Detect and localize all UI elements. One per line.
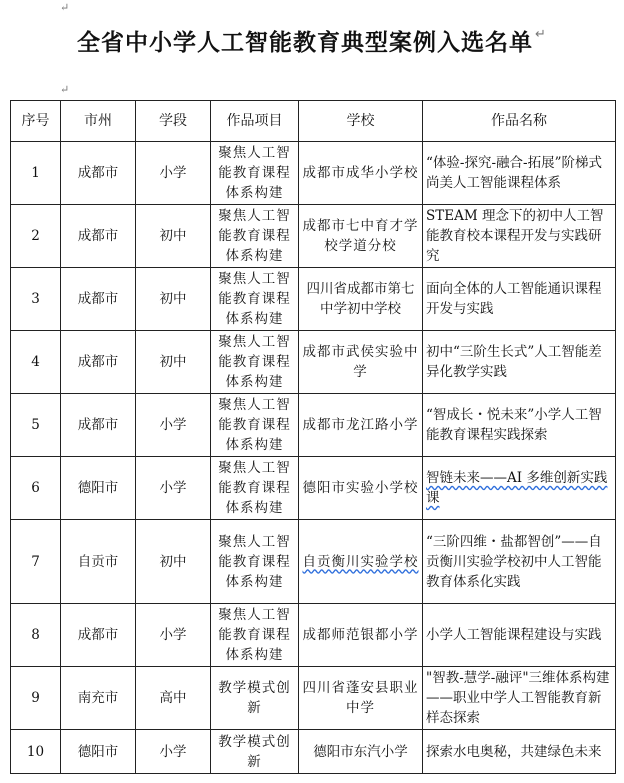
row-project: 聚焦人工智能教育课程体系构建 bbox=[211, 205, 299, 268]
table-row bbox=[11, 205, 616, 268]
row-number: 10 bbox=[11, 730, 61, 774]
row-school: 成都市龙江路小学 bbox=[299, 394, 423, 457]
table-row bbox=[11, 268, 616, 331]
selection-list-table bbox=[10, 100, 616, 774]
row-work-title: 探索水电奥秘，共建绿色未来 bbox=[423, 730, 616, 774]
row-school: 成都市七中育才学校学道分校 bbox=[299, 205, 423, 268]
row-city: 成都市 bbox=[61, 394, 136, 457]
row-number: 4 bbox=[11, 331, 61, 394]
row-work-title: “三阶四维・盐都智创”——自贡衡川实验学校初中人工智能教育体系化实践 bbox=[423, 520, 616, 604]
table-row bbox=[11, 457, 616, 520]
table-row bbox=[11, 604, 616, 667]
row-number: 2 bbox=[11, 205, 61, 268]
row-project: 聚焦人工智能教育课程体系构建 bbox=[211, 520, 299, 604]
column-header-school: 学校 bbox=[299, 101, 423, 142]
row-number: 3 bbox=[11, 268, 61, 331]
column-header-work: 作品名称 bbox=[423, 101, 616, 142]
row-stage: 高中 bbox=[136, 667, 211, 730]
paragraph-mark: ↵ bbox=[60, 1, 70, 14]
row-city: 德阳市 bbox=[61, 457, 136, 520]
table-row bbox=[11, 520, 616, 604]
row-school: 德阳市东汽小学 bbox=[299, 730, 423, 774]
row-stage: 初中 bbox=[136, 331, 211, 394]
row-school: 自贡衡川实验学校 bbox=[299, 520, 423, 604]
row-work-title: 初中“三阶生长式”人工智能差异化教学实践 bbox=[423, 331, 616, 394]
row-school: 成都市成华小学校 bbox=[299, 142, 423, 205]
row-project: 聚焦人工智能教育课程体系构建 bbox=[211, 604, 299, 667]
row-city: 自贡市 bbox=[61, 520, 136, 604]
row-project: 教学模式创新 bbox=[211, 730, 299, 774]
row-stage: 小学 bbox=[136, 730, 211, 774]
paragraph-mark: ↵ bbox=[535, 27, 547, 42]
row-school: 成都市武侯实验中学 bbox=[299, 331, 423, 394]
row-work-title: “体验-探究-融合-拓展”阶梯式尚美人工智能课程体系 bbox=[423, 142, 616, 205]
row-work-title: 智链未来——AI 多维创新实践课 bbox=[423, 457, 616, 520]
table-row bbox=[11, 730, 616, 774]
document-title bbox=[0, 28, 624, 58]
row-school: 四川省蓬安县职业中学 bbox=[299, 667, 423, 730]
row-project: 聚焦人工智能教育课程体系构建 bbox=[211, 394, 299, 457]
row-stage: 小学 bbox=[136, 394, 211, 457]
row-project: 聚焦人工智能教育课程体系构建 bbox=[211, 457, 299, 520]
row-school: 德阳市实验小学校 bbox=[299, 457, 423, 520]
column-header-project: 作品项目 bbox=[211, 101, 299, 142]
row-number: 6 bbox=[11, 457, 61, 520]
row-number: 7 bbox=[11, 520, 61, 604]
column-header-no: 序号 bbox=[11, 101, 61, 142]
table-row bbox=[11, 331, 616, 394]
row-school: 四川省成都市第七中学初中学校 bbox=[299, 268, 423, 331]
table-row bbox=[11, 394, 616, 457]
row-work-title: STEAM 理念下的初中人工智能教育校本课程开发与实践研究 bbox=[423, 205, 616, 268]
row-city: 成都市 bbox=[61, 331, 136, 394]
row-work-title: 小学人工智能课程建设与实践 bbox=[423, 604, 616, 667]
row-number: 9 bbox=[11, 667, 61, 730]
row-stage: 小学 bbox=[136, 604, 211, 667]
row-city: 成都市 bbox=[61, 205, 136, 268]
row-project: 聚焦人工智能教育课程体系构建 bbox=[211, 142, 299, 205]
row-stage: 初中 bbox=[136, 268, 211, 331]
row-work-title: "智教-慧学-融评"三维体系构建——职业中学人工智能教育新样态探索 bbox=[423, 667, 616, 730]
row-city: 成都市 bbox=[61, 604, 136, 667]
document-title-text: 全省中小学人工智能教育典型案例入选名单 bbox=[77, 30, 534, 56]
row-number: 5 bbox=[11, 394, 61, 457]
row-stage: 小学 bbox=[136, 457, 211, 520]
table-row bbox=[11, 142, 616, 205]
row-city: 成都市 bbox=[61, 268, 136, 331]
row-stage: 初中 bbox=[136, 205, 211, 268]
row-number: 8 bbox=[11, 604, 61, 667]
row-school: 成都师范银都小学 bbox=[299, 604, 423, 667]
row-project: 教学模式创新 bbox=[211, 667, 299, 730]
row-project: 聚焦人工智能教育课程体系构建 bbox=[211, 268, 299, 331]
row-work-title: 面向全体的人工智能通识课程开发与实践 bbox=[423, 268, 616, 331]
paragraph-mark: ↵ bbox=[60, 83, 70, 96]
table-row bbox=[11, 667, 616, 730]
row-city: 南充市 bbox=[61, 667, 136, 730]
column-header-city: 市州 bbox=[61, 101, 136, 142]
row-stage: 初中 bbox=[136, 520, 211, 604]
table-header-row bbox=[11, 101, 616, 142]
row-work-title: “智成长・悦未来”小学人工智能教育课程实践探索 bbox=[423, 394, 616, 457]
row-stage: 小学 bbox=[136, 142, 211, 205]
row-city: 成都市 bbox=[61, 142, 136, 205]
row-city: 德阳市 bbox=[61, 730, 136, 774]
row-number: 1 bbox=[11, 142, 61, 205]
column-header-stage: 学段 bbox=[136, 101, 211, 142]
row-project: 聚焦人工智能教育课程体系构建 bbox=[211, 331, 299, 394]
